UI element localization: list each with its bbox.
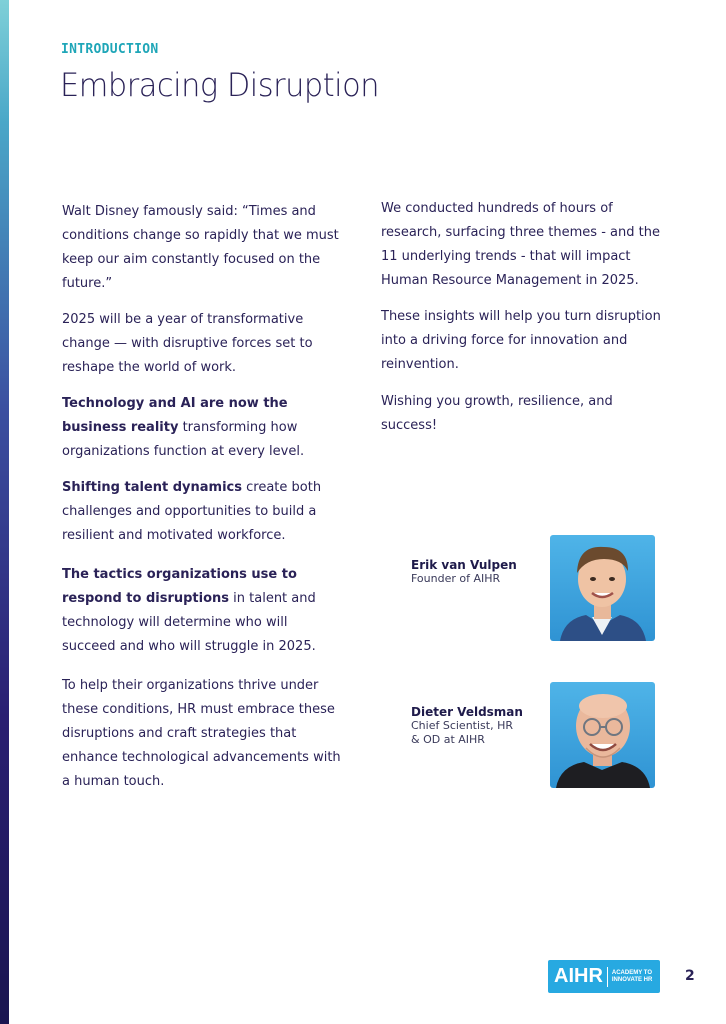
paragraph-hr-embrace: To help their organizations thrive under these conditions, HR must embrace these disruptions and craft strategies that enhance technological advancements with a human touch. bbox=[62, 678, 341, 789]
paragraph-technology-ai bbox=[62, 392, 342, 464]
left-text-column bbox=[62, 200, 342, 794]
body-text: create both challenges and opportunities to build a resilient and motivated workforce. bbox=[62, 480, 322, 543]
section-label: INTRODUCTION bbox=[61, 42, 159, 57]
logo-tagline bbox=[612, 970, 652, 984]
bold-text: Shifting talent dynamics bbox=[62, 480, 242, 495]
bold-text: Technology and AI are now the business reality bbox=[62, 396, 288, 435]
author-photo-dieter bbox=[550, 682, 655, 788]
author-photo-erik bbox=[550, 535, 655, 641]
paragraph-tactics bbox=[62, 563, 342, 659]
logo-tagline-line-2: INNOVATE HR bbox=[611, 976, 653, 983]
paragraph-research: We conducted hundreds of hours of research, surfacing three themes - and the 11 underlying trends - that will impact Human Resource Management in 2025. bbox=[381, 201, 660, 288]
page-number: 2 bbox=[685, 968, 695, 984]
author-role: Founder of AIHR bbox=[411, 572, 501, 585]
logo-separator bbox=[607, 967, 608, 987]
author-role-line-1: Chief Scientist, HR bbox=[411, 719, 513, 732]
page-title: Embracing Disruption bbox=[60, 66, 380, 104]
body-text: in talent and technology will determine who will succeed and who will struggle in 2025. bbox=[62, 591, 316, 654]
right-text-column bbox=[381, 197, 666, 438]
portrait-image bbox=[550, 682, 655, 788]
paragraph-wishes: Wishing you growth, resilience, and success! bbox=[381, 394, 613, 433]
paragraph-transformative-change: 2025 will be a year of transformative change — with disruptive forces set to reshape the world of work. bbox=[62, 312, 313, 375]
paragraph-talent-dynamics bbox=[62, 476, 342, 548]
aihr-logo bbox=[548, 960, 660, 993]
decorative-side-gradient-bar bbox=[0, 0, 9, 1024]
paragraph-disney-quote: Walt Disney famously said: “Times and conditions change so rapidly that we must keep our aim constantly focused on the future.” bbox=[62, 204, 339, 291]
logo-tagline-line-1: ACADEMY TO bbox=[611, 969, 653, 976]
author-erik bbox=[411, 558, 517, 586]
author-name: Dieter Veldsman bbox=[411, 705, 523, 719]
author-name: Erik van Vulpen bbox=[411, 558, 517, 572]
logo-wordmark: AIHR bbox=[554, 965, 603, 987]
author-role-line-2: & OD at AIHR bbox=[411, 733, 485, 746]
paragraph-insights: These insights will help you turn disruption into a driving force for innovation and reinvention. bbox=[381, 309, 661, 372]
body-text: transforming how organizations function at every level. bbox=[62, 420, 305, 459]
bold-text: The tactics organizations use to respond to disruptions bbox=[62, 567, 297, 606]
author-dieter bbox=[411, 705, 523, 747]
portrait-image bbox=[550, 535, 655, 641]
